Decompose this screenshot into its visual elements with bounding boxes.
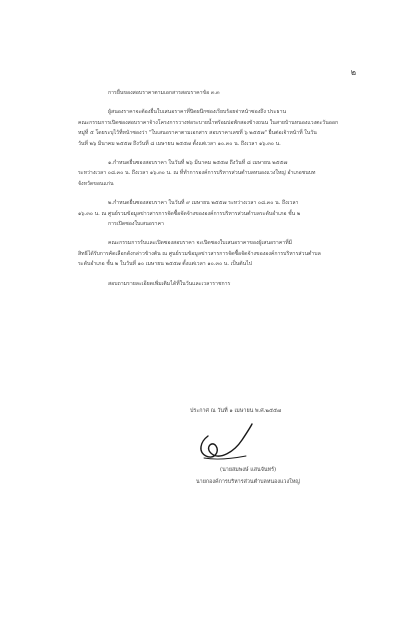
paragraph-schedule-1	[78, 158, 374, 189]
announcement-date: ประกาศ ณ วันที่ ๑ เมษายน พ.ศ.๒๕๕๗	[190, 408, 282, 414]
paragraph-line: ระดับอำเภอ ชั้น ๒ ในวันที่ ๑๐ เมษายน ๒๕๕๗ ตั้งแต่เวลา ๑๐.๓๐ น. เป็นต้นไป	[78, 261, 253, 268]
paragraph-line: การยื่นของสอบราคาตามเอกสารสอบราคาข้อ ๓.๓	[108, 90, 220, 96]
paragraph-inquiry	[78, 279, 374, 289]
page-number: ๒	[350, 68, 356, 77]
document-body	[78, 88, 374, 298]
paragraph-line: ๑๖.๓๐ น. ณ ศูนย์รวมข้อมูลข่าวสารการจัดซื้อจัดจ้างขององค์การบริหารส่วนตำบลระดับอำเภอ ชั้น ๒	[78, 210, 301, 217]
paragraph-line: การเปิดซองใบเสนอราคา	[108, 221, 164, 228]
signer-title: นายกองค์การบริหารส่วนตำบลหนองแวงใหญ่	[196, 479, 300, 485]
paragraph-line: ผู้สนองราคาจะต้องยื่นใบเสนอราคาที่ปิดผนึกซองเรียบร้อยจ่าหน้าซองถึง ประธาน	[108, 109, 287, 116]
paragraph-line: สอบถามรายละเอียดเพิ่มเติมได้ที่ในวันและเวลาราชการ	[108, 280, 231, 287]
paragraph-submission	[78, 107, 374, 149]
signer-name: (นายสมพงษ์ แสนจันทร์)	[220, 467, 277, 473]
signature-image	[190, 418, 260, 464]
section-heading	[78, 88, 374, 98]
paragraph-line: หมู่ที่ ๕ โดยระบุไว้ที่หน้าซองว่า "ใบเสนอราคาตามเอกสาร สอบราคาเลขที่ ๖ ๒๕๕๗" ยื่นต่อเจ้าหน้าที่ ในวัน	[78, 130, 317, 137]
paragraph-line: ๑.กำหนดยื่นซองสอบราคา ในวันที่ ๒๖ มีนาคม ๒๕๕๗ ถึงวันที่ ๘ เมษายน ๒๕๕๗	[108, 160, 288, 167]
paragraph-schedule-2	[78, 198, 374, 229]
paragraph-opening	[78, 238, 374, 269]
paragraph-line: สิทธิได้รับการคัดเลือกดังกล่าวข้างต้น ณ ศูนย์รวมข้อมูลข่าวสารการจัดซื้อจัดจ้างขององค์การบริหารส่วนตำบล	[78, 250, 321, 257]
paragraph-line: คณะกรรมการรับและเปิดซองสอบราคา จะเปิดซองใบเสนอราคาของผู้เสนอราคาที่มี	[108, 240, 293, 247]
paragraph-line: คณะกรรมการเปิดซองสอบราคาจ้างโครงการวางท่อระบายน้ำพร้อมบ่อพักสองข้างถนน ในสายบ้านหนองแวงตะวันออก	[78, 119, 339, 126]
paragraph-line: ระหว่างเวลา ๐๘.๓๐ น. ถึงเวลา ๑๖.๓๐ น. ณ ที่ทำการองค์การบริหารส่วนตำบลหนองแวงใหญ่ อำเภอชนบท	[78, 170, 316, 177]
paragraph-line: วันที่ ๒๖ มีนาคม ๒๕๕๗ ถึงวันที่ ๘ เมษายน ๒๕๕๗ ตั้งแต่เวลา ๑๐.๓๐ น. ถึงเวลา ๑๖.๓๐ น.	[78, 140, 281, 147]
paragraph-line: ๒.กำหนดยื่นซองสอบราคา ในวันที่ ๙ เมษายน ๒๕๕๗ ระหว่างเวลา ๐๘.๓๐ น. ถึงเวลา	[108, 200, 299, 207]
paragraph-line: จังหวัดขอนแก่น	[78, 180, 114, 187]
